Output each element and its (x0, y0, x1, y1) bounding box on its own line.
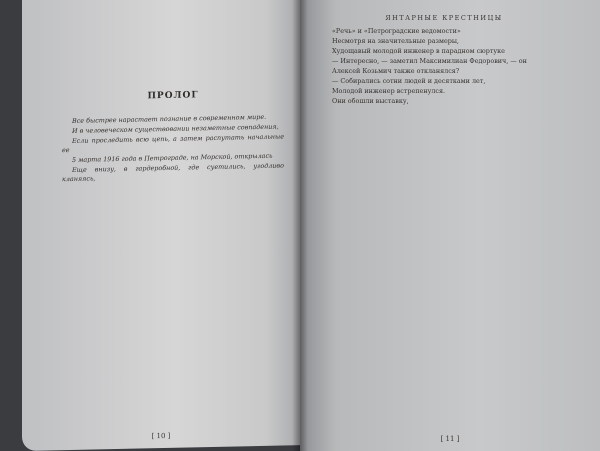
book-gutter (292, 0, 308, 451)
paragraph: Они обошли выставку, (332, 97, 409, 105)
running-head: ЯНТАРНЫЕ КРЕСТНИЦЫ (385, 14, 503, 22)
paragraph: Все быстрее нарастает познание в современном мире. (72, 112, 267, 125)
paragraph: Алексей Козьмич также откланялся? (332, 67, 460, 75)
right-page (300, 0, 600, 451)
paragraph: — Интересно, — заметил Максимилиан Федорович, — он (332, 57, 527, 65)
chapter-title: ПРОЛОГ (147, 90, 199, 102)
paragraph: Молодой инженер встрепенулся. (332, 87, 446, 95)
paragraph: 5 марта 1916 года в Петрограде, на Морской, открылась (72, 151, 273, 164)
paragraph: Если проследить всю цепь, а затем распутать начальные ее (62, 132, 284, 155)
paragraph: И в человеческом существовании незаметные совпадения, (72, 122, 279, 135)
paragraph: — Собирались сотни людей и десятками лет, (332, 77, 486, 85)
paragraph: Несмотря на значительные размеры, (332, 37, 459, 45)
paragraph: Худощавый молодой инженер в парадном сюртуке (332, 47, 505, 55)
page-number: [ 11 ] (440, 435, 460, 443)
paragraph: Еще внизу, в гардеробной, где суетились, угодливо кланяясь, (62, 161, 284, 184)
paragraph: «Речь» и «Петроградские ведомости» (332, 27, 461, 35)
left-page (22, 0, 300, 451)
page-number: [ 10 ] (151, 431, 171, 441)
